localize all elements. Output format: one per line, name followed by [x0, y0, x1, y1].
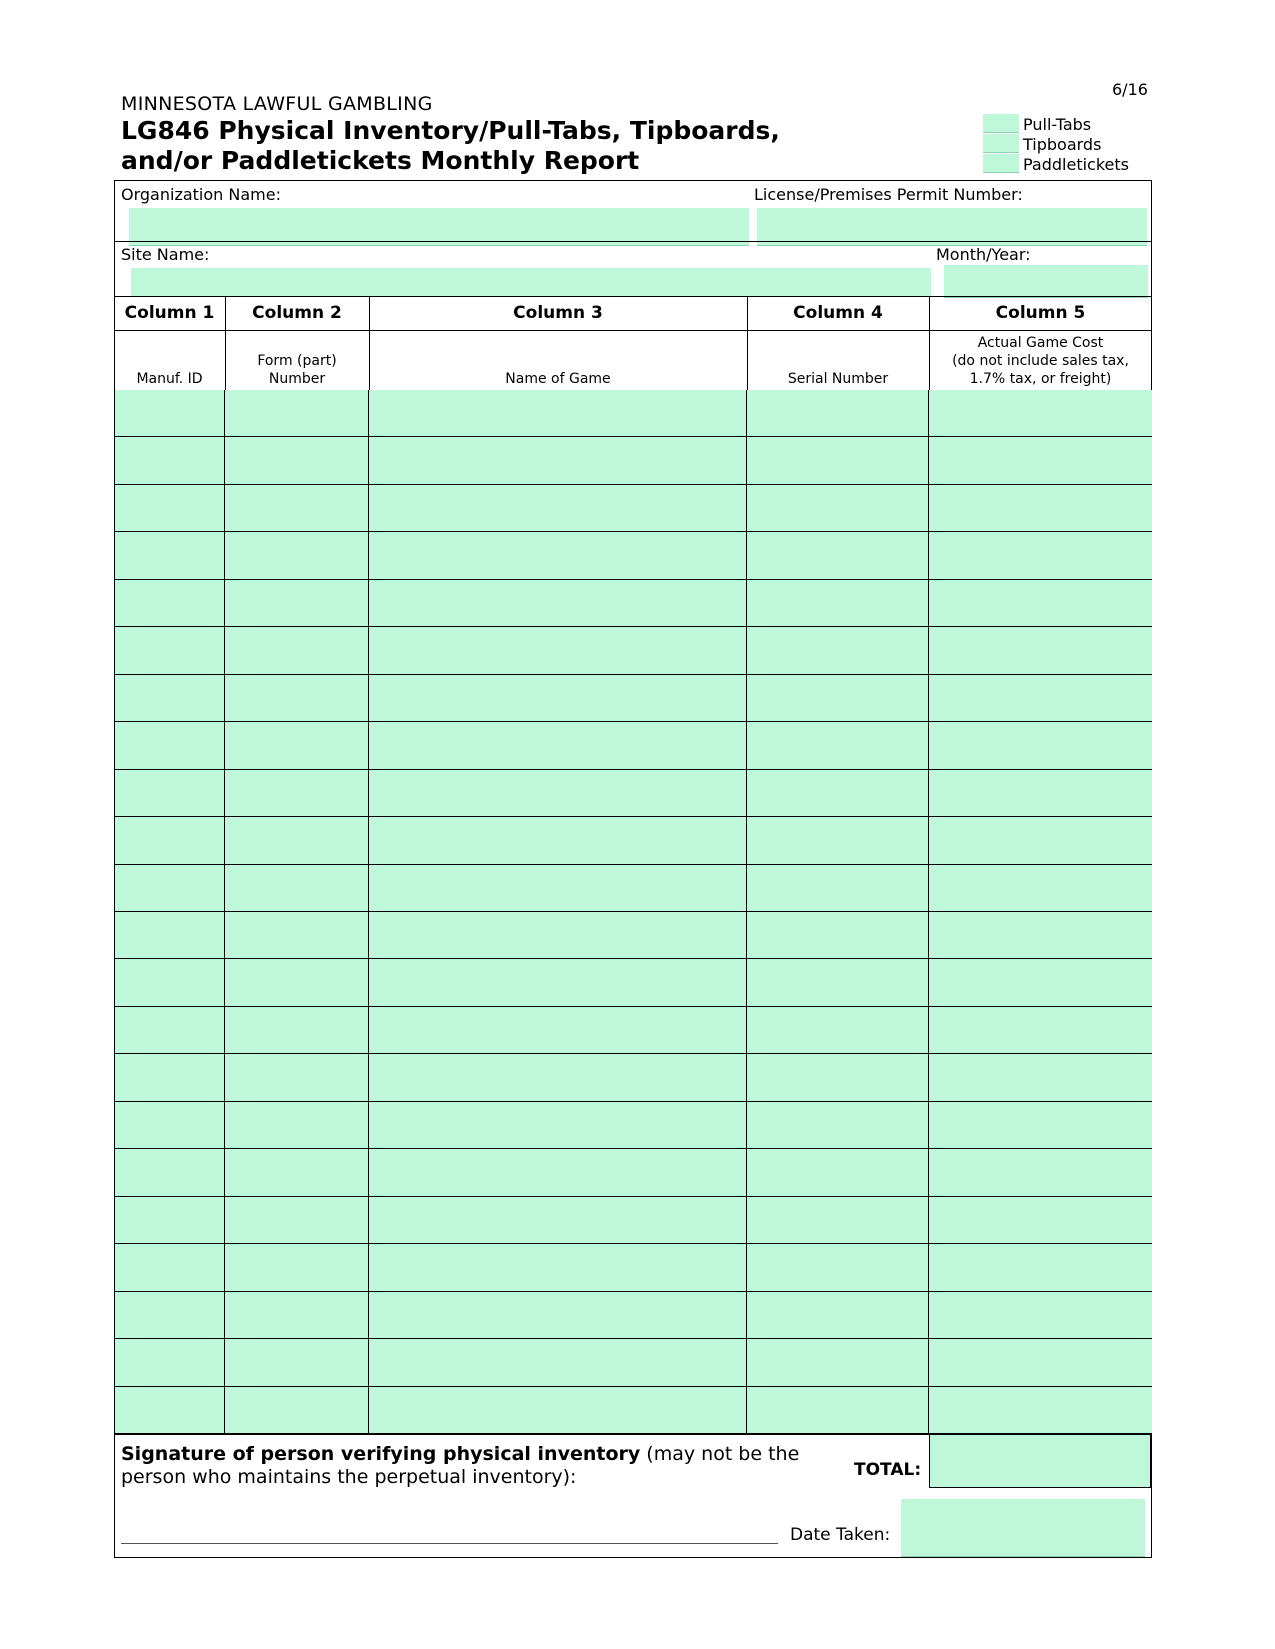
column-5-cell[interactable]: [929, 390, 1152, 436]
column-2-cell[interactable]: [225, 959, 369, 1005]
column-3-cell[interactable]: [369, 722, 747, 768]
column-4-cell[interactable]: [747, 580, 929, 626]
column-2-cell[interactable]: [225, 1197, 369, 1243]
table-row: [115, 485, 1152, 532]
column-1-cell[interactable]: [115, 817, 225, 863]
column-3-cell[interactable]: [369, 675, 747, 721]
column-2-cell[interactable]: [225, 675, 369, 721]
column-5-cell[interactable]: [929, 1387, 1152, 1433]
table-row: [115, 1197, 1152, 1244]
month-year-field[interactable]: [944, 265, 1148, 298]
table-row: [115, 675, 1152, 722]
column-3-cell[interactable]: [369, 770, 747, 816]
checkbox-label-tipboards: Tipboards: [1023, 135, 1102, 154]
column-4-header: Column 4: [793, 303, 883, 323]
column-2-cell[interactable]: [225, 1244, 369, 1290]
column-5-cell[interactable]: [929, 1244, 1152, 1290]
column-4-subheader: Serial Number: [787, 371, 889, 387]
table-row: [115, 770, 1152, 817]
column-5-cell[interactable]: [929, 770, 1152, 816]
column-4-cell[interactable]: [747, 722, 929, 768]
signature-instruction-rest: (may not be the person who maintains the perpetual inventory):: [121, 1443, 800, 1488]
column-3-cell[interactable]: [369, 390, 747, 436]
column-3-cell[interactable]: [369, 1197, 747, 1243]
month-year-label: Month/Year:: [936, 245, 1031, 264]
column-5-cell[interactable]: [929, 1339, 1152, 1385]
column-5-cell[interactable]: [929, 675, 1152, 721]
column-1-cell[interactable]: [115, 1244, 225, 1290]
column-5-cell[interactable]: [929, 1149, 1152, 1195]
column-5-subheader: Actual Game Cost (do not include sales tax, 1.7% tax, or freight): [952, 335, 1129, 387]
column-1-cell[interactable]: [115, 1292, 225, 1338]
column-1-cell[interactable]: [115, 580, 225, 626]
column-2-cell[interactable]: [225, 580, 369, 626]
agency-name: MINNESOTA LAWFUL GAMBLING: [121, 93, 433, 115]
column-3-cell[interactable]: [369, 1244, 747, 1290]
table-row: [115, 1387, 1152, 1434]
signature-instruction-bold: Signature of person verifying physical inventory: [121, 1443, 641, 1465]
column-1-cell[interactable]: [115, 390, 225, 436]
column-5-cell[interactable]: [929, 1197, 1152, 1243]
column-1-cell[interactable]: [115, 627, 225, 673]
column-2-cell[interactable]: [225, 770, 369, 816]
column-1-cell[interactable]: [115, 959, 225, 1005]
column-1-cell[interactable]: [115, 1007, 225, 1053]
column-3-cell[interactable]: [369, 532, 747, 578]
column-1-subheader: Manuf. ID: [136, 371, 203, 387]
table-row: [115, 1292, 1152, 1339]
revision-date: 6/16: [1112, 80, 1148, 99]
form-title-line1: LG846 Physical Inventory/Pull-Tabs, Tipboards,: [121, 116, 780, 145]
column-1-header: Column 1: [124, 303, 215, 323]
column-1-cell[interactable]: [115, 1054, 225, 1100]
column-2-header: Column 2: [252, 303, 342, 323]
column-4-cell[interactable]: [747, 485, 929, 531]
column-3-cell[interactable]: [369, 1007, 747, 1053]
column-2-cell[interactable]: [225, 1292, 369, 1338]
checkbox-tipboards[interactable]: [983, 134, 1019, 153]
column-2-cell[interactable]: [225, 1149, 369, 1195]
column-2-cell[interactable]: [225, 1007, 369, 1053]
date-taken-field[interactable]: [901, 1499, 1145, 1557]
column-3-cell[interactable]: [369, 437, 747, 483]
column-3-cell[interactable]: [369, 1292, 747, 1338]
column-2-cell[interactable]: [225, 817, 369, 863]
column-3-header: Column 3: [513, 303, 603, 323]
signature-instruction: [121, 1443, 821, 1489]
column-5-cell[interactable]: [929, 1102, 1152, 1148]
column-1-cell[interactable]: [115, 865, 225, 911]
column-3-cell[interactable]: [369, 1102, 747, 1148]
column-4-cell[interactable]: [747, 1007, 929, 1053]
column-3-cell[interactable]: [369, 959, 747, 1005]
column-2-cell[interactable]: [225, 1339, 369, 1385]
site-name-field[interactable]: [131, 268, 931, 297]
column-2-cell[interactable]: [225, 437, 369, 483]
column-4-cell[interactable]: [747, 1244, 929, 1290]
license-number-label: License/Premises Permit Number:: [754, 185, 1023, 204]
column-4-cell[interactable]: [747, 1292, 929, 1338]
organization-name-label: Organization Name:: [121, 185, 281, 204]
column-2-cell[interactable]: [225, 627, 369, 673]
column-1-cell[interactable]: [115, 1197, 225, 1243]
column-4-cell[interactable]: [747, 959, 929, 1005]
table-row: [115, 580, 1152, 627]
divider: [114, 296, 1152, 297]
column-3-cell[interactable]: [369, 1054, 747, 1100]
column-1-cell[interactable]: [115, 912, 225, 958]
column-4-cell[interactable]: [747, 390, 929, 436]
column-5-cell[interactable]: [929, 865, 1152, 911]
column-1-cell[interactable]: [115, 722, 225, 768]
column-1-cell[interactable]: [115, 485, 225, 531]
column-4-cell[interactable]: [747, 1054, 929, 1100]
column-2-cell[interactable]: [225, 865, 369, 911]
column-5-cell[interactable]: [929, 912, 1152, 958]
column-3-cell[interactable]: [369, 580, 747, 626]
date-taken-label: Date Taken:: [790, 1525, 891, 1545]
column-5-cell[interactable]: [929, 627, 1152, 673]
form-title: [121, 116, 780, 176]
column-4-cell[interactable]: [747, 532, 929, 578]
table-row: [115, 1339, 1152, 1386]
column-4-cell[interactable]: [747, 437, 929, 483]
column-4-cell[interactable]: [747, 1102, 929, 1148]
form-title-line2: and/or Paddletickets Monthly Report: [121, 146, 640, 175]
column-5-cell[interactable]: [929, 1054, 1152, 1100]
column-5-header: Column 5: [995, 303, 1086, 323]
column-5-cell[interactable]: [929, 437, 1152, 483]
column-3-cell[interactable]: [369, 485, 747, 531]
table-row: [115, 437, 1152, 484]
signature-line[interactable]: [121, 1543, 778, 1544]
column-1-cell[interactable]: [115, 770, 225, 816]
column-3-cell[interactable]: [369, 865, 747, 911]
total-field[interactable]: [929, 1434, 1151, 1488]
checkbox-pull-tabs[interactable]: [983, 114, 1019, 133]
column-3-cell[interactable]: [369, 1339, 747, 1385]
column-2-subheader: Form (part) Number: [257, 353, 337, 387]
checkbox-label-pull-tabs: Pull-Tabs: [1023, 115, 1092, 134]
column-2-cell[interactable]: [225, 722, 369, 768]
inventory-table: [115, 390, 1152, 1434]
column-5-cell[interactable]: [929, 485, 1152, 531]
column-2-cell[interactable]: [225, 390, 369, 436]
column-4-cell[interactable]: [747, 1339, 929, 1385]
column-4-cell[interactable]: [747, 1197, 929, 1243]
column-1-cell[interactable]: [115, 1339, 225, 1385]
column-5-cell[interactable]: [929, 722, 1152, 768]
column-2-cell[interactable]: [225, 485, 369, 531]
column-1-cell[interactable]: [115, 437, 225, 483]
column-2-cell[interactable]: [225, 912, 369, 958]
table-row: [115, 1149, 1152, 1196]
column-1-cell[interactable]: [115, 1149, 225, 1195]
column-5-cell[interactable]: [929, 959, 1152, 1005]
table-row: [115, 627, 1152, 674]
table-row: [115, 1007, 1152, 1054]
table-row: [115, 1054, 1152, 1101]
column-2-cell[interactable]: [225, 532, 369, 578]
table-row: [115, 1102, 1152, 1149]
column-3-cell[interactable]: [369, 1149, 747, 1195]
divider: [114, 330, 1152, 331]
table-row: [115, 865, 1152, 912]
table-row: [115, 390, 1152, 437]
column-5-cell[interactable]: [929, 817, 1152, 863]
column-5-cell[interactable]: [929, 1292, 1152, 1338]
column-4-cell[interactable]: [747, 817, 929, 863]
column-4-cell[interactable]: [747, 912, 929, 958]
table-row: [115, 817, 1152, 864]
table-row: [115, 1244, 1152, 1291]
checkbox-paddletickets[interactable]: [983, 154, 1019, 173]
column-5-cell[interactable]: [929, 1007, 1152, 1053]
column-1-cell[interactable]: [115, 1387, 225, 1433]
table-row: [115, 912, 1152, 959]
column-4-cell[interactable]: [747, 627, 929, 673]
column-4-cell[interactable]: [747, 770, 929, 816]
site-name-label: Site Name:: [121, 245, 210, 264]
column-4-cell[interactable]: [747, 675, 929, 721]
column-3-cell[interactable]: [369, 1387, 747, 1433]
column-3-subheader: Name of Game: [505, 371, 611, 387]
table-row: [115, 722, 1152, 769]
column-4-cell[interactable]: [747, 1387, 929, 1433]
checkbox-label-paddletickets: Paddletickets: [1023, 155, 1129, 174]
column-2-cell[interactable]: [225, 1387, 369, 1433]
column-3-cell[interactable]: [369, 912, 747, 958]
column-2-cell[interactable]: [225, 1102, 369, 1148]
divider: [114, 241, 1152, 242]
column-1-cell[interactable]: [115, 1102, 225, 1148]
column-4-cell[interactable]: [747, 1149, 929, 1195]
column-2-cell[interactable]: [225, 1054, 369, 1100]
table-row: [115, 959, 1152, 1006]
column-4-cell[interactable]: [747, 865, 929, 911]
column-1-cell[interactable]: [115, 532, 225, 578]
column-1-cell[interactable]: [115, 675, 225, 721]
column-5-cell[interactable]: [929, 580, 1152, 626]
column-3-cell[interactable]: [369, 817, 747, 863]
column-5-cell[interactable]: [929, 532, 1152, 578]
table-row: [115, 532, 1152, 579]
column-3-cell[interactable]: [369, 627, 747, 673]
total-label: TOTAL:: [854, 1460, 922, 1480]
